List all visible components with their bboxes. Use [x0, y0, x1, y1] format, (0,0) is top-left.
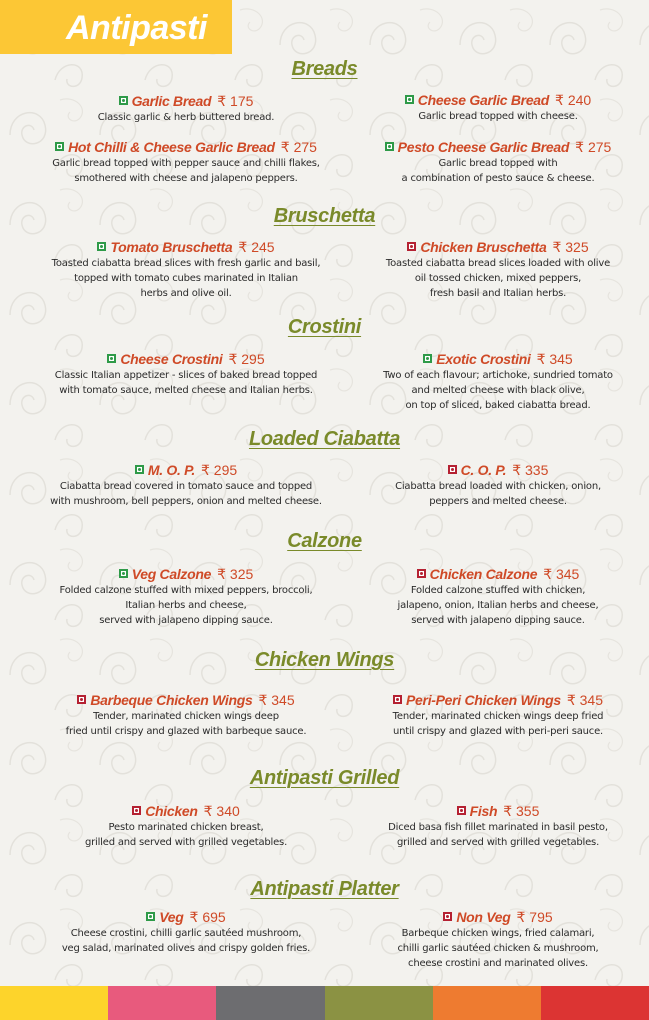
nonveg-icon [393, 695, 402, 704]
item-name: Non Veg [456, 909, 511, 925]
item-description: Ciabatta bread covered in tomato sauce and topped with mushroom, bell peppers, onion and melted cheese. [50, 481, 322, 507]
item-description: Cheese crostini, chilli garlic sautéed mushroom, veg salad, marinated olives and crispy golden fries. [61, 928, 311, 954]
menu-item-garlic-bread [31, 93, 341, 125]
item-name: Veg [159, 909, 184, 925]
veg-icon [55, 142, 64, 151]
section-title-antipasti-platter: Antipasti Platter [250, 878, 399, 900]
item-description: Tender, marinated chicken wings deep fried until crispy and glazed with barbeque sauce. [65, 711, 307, 737]
menu-item-mop [31, 462, 341, 509]
item-name: Chicken Calzone [429, 566, 538, 582]
item-price: ₹ 795 [516, 909, 553, 925]
item-name: M. O. P. [147, 462, 195, 478]
footer-stripe-red [541, 986, 649, 1020]
menu-item-fish-grilled [343, 803, 649, 850]
footer-color-stripe [0, 986, 649, 1020]
menu-item-hot-chilli-cheese-garlic-bread [31, 139, 341, 186]
footer-stripe-orange [433, 986, 541, 1020]
item-description: Diced basa fish fillet marinated in basil pesto, grilled and served with grilled vegetables. [388, 822, 608, 848]
item-price: ₹ 355 [503, 803, 540, 819]
menu-item-peri-peri-chicken-wings [343, 692, 649, 739]
section-title-calzone: Calzone [287, 530, 362, 552]
item-description: Classic garlic & herb buttered bread. [97, 112, 275, 123]
item-description: Garlic bread topped with a combination of pesto sauce & cheese. [401, 158, 595, 184]
item-price: ₹ 175 [217, 93, 254, 109]
item-price: ₹ 240 [555, 92, 592, 108]
item-description: Toasted ciabatta bread slices with fresh garlic and basil, topped with tomato cubes marinated in Italian herbs and olive oil. [51, 258, 321, 299]
menu-item-cheese-garlic-bread [343, 92, 649, 124]
menu-item-veg-calzone [31, 566, 341, 628]
section-title-bruschetta: Bruschetta [273, 205, 376, 227]
menu-item-exotic-crostini [343, 351, 649, 413]
nonveg-icon [417, 569, 426, 578]
item-price: ₹ 275 [575, 139, 612, 155]
section-title-breads: Breads [291, 58, 358, 80]
section-title-crostini: Crostini [287, 316, 362, 338]
veg-icon [405, 95, 414, 104]
item-price: ₹ 245 [238, 239, 275, 255]
item-description: Garlic bread topped with cheese. [418, 111, 578, 122]
menu-item-cop [343, 462, 649, 509]
item-name: Chicken [145, 803, 198, 819]
section-title-antipasti-grilled: Antipasti Grilled [249, 767, 400, 789]
item-name: C. O. P. [460, 462, 507, 478]
veg-icon [385, 142, 394, 151]
veg-icon [146, 912, 155, 921]
item-description: Ciabatta bread loaded with chicken, onion, peppers and melted cheese. [395, 481, 601, 507]
menu-item-chicken-grilled [31, 803, 341, 850]
item-description: Barbeque chicken wings, fried calamari, chilli garlic sautéed chicken & mushroom, cheese crostini and marinated olives. [397, 928, 599, 969]
section-title-loaded-ciabatta: Loaded Ciabatta [248, 428, 401, 450]
item-description: Tender, marinated chicken wings deep fried until crispy and glazed with peri-peri sauce. [392, 711, 604, 737]
footer-stripe-yellow [0, 986, 108, 1020]
footer-stripe-grey [216, 986, 324, 1020]
menu-item-barbeque-chicken-wings [31, 692, 341, 739]
item-name: Peri-Peri Chicken Wings [406, 692, 561, 708]
menu-item-chicken-calzone [343, 566, 649, 628]
item-price: ₹ 295 [228, 351, 265, 367]
item-price: ₹ 345 [258, 692, 295, 708]
item-name: Pesto Cheese Garlic Bread [397, 139, 570, 155]
item-name: Veg Calzone [131, 566, 212, 582]
page-title: Antipasti [0, 0, 232, 54]
item-price: ₹ 275 [280, 139, 317, 155]
item-name: Exotic Crostini [436, 351, 531, 367]
item-price: ₹ 335 [512, 462, 549, 478]
item-description: Folded calzone stuffed with chicken, jalapeno, onion, Italian herbs and cheese, served with jalapeno dipping sauce. [397, 585, 599, 626]
footer-stripe-pink [108, 986, 216, 1020]
item-name: Cheese Garlic Bread [417, 92, 550, 108]
item-description: Garlic bread topped with pepper sauce and chilli flakes, smothered with cheese and jalapeno peppers. [52, 158, 320, 184]
section-title-chicken-wings: Chicken Wings [254, 649, 395, 671]
item-description: Folded calzone stuffed with mixed peppers, broccoli, Italian herbs and cheese, served with jalapeno dipping sauce. [59, 585, 313, 626]
item-name: Hot Chilli & Cheese Garlic Bread [68, 139, 275, 155]
item-price: ₹ 345 [543, 566, 580, 582]
item-name: Garlic Bread [131, 93, 212, 109]
menu-item-chicken-bruschetta [343, 239, 649, 301]
menu-item-pesto-cheese-garlic-bread [343, 139, 649, 186]
veg-icon [119, 96, 128, 105]
nonveg-icon [448, 465, 457, 474]
item-price: ₹ 340 [203, 803, 240, 819]
menu-item-nonveg-platter [343, 909, 649, 971]
item-name: Tomato Bruschetta [110, 239, 233, 255]
menu-item-cheese-crostini [31, 351, 341, 398]
footer-stripe-olive [325, 986, 433, 1020]
nonveg-icon [132, 806, 141, 815]
veg-icon [97, 242, 106, 251]
item-price: ₹ 345 [566, 692, 603, 708]
nonveg-icon [77, 695, 86, 704]
veg-icon [423, 354, 432, 363]
nonveg-icon [407, 242, 416, 251]
item-description: Pesto marinated chicken breast, grilled and served with grilled vegetables. [84, 822, 288, 848]
veg-icon [107, 354, 116, 363]
item-description: Two of each flavour; artichoke, sundried tomato and melted cheese with black olive, on top of sliced, baked ciabatta bread. [383, 370, 613, 411]
item-description: Classic Italian appetizer - slices of baked bread topped with tomato sauce, melted cheese and Italian herbs. [54, 370, 318, 396]
item-price: ₹ 695 [189, 909, 226, 925]
item-price: ₹ 325 [552, 239, 589, 255]
nonveg-icon [443, 912, 452, 921]
item-price: ₹ 345 [536, 351, 573, 367]
nonveg-icon [457, 806, 466, 815]
item-description: Toasted ciabatta bread slices loaded with olive oil tossed chicken, mixed peppers, fresh basil and Italian herbs. [385, 258, 611, 299]
veg-icon [119, 569, 128, 578]
item-name: Chicken Bruschetta [420, 239, 547, 255]
item-name: Cheese Crostini [120, 351, 223, 367]
menu-item-veg-platter [31, 909, 341, 956]
item-price: ₹ 295 [200, 462, 238, 478]
item-price: ₹ 325 [217, 566, 254, 582]
item-name: Barbeque Chicken Wings [90, 692, 253, 708]
menu-item-tomato-bruschetta [31, 239, 341, 301]
veg-icon [135, 465, 144, 474]
item-name: Fish [469, 803, 498, 819]
